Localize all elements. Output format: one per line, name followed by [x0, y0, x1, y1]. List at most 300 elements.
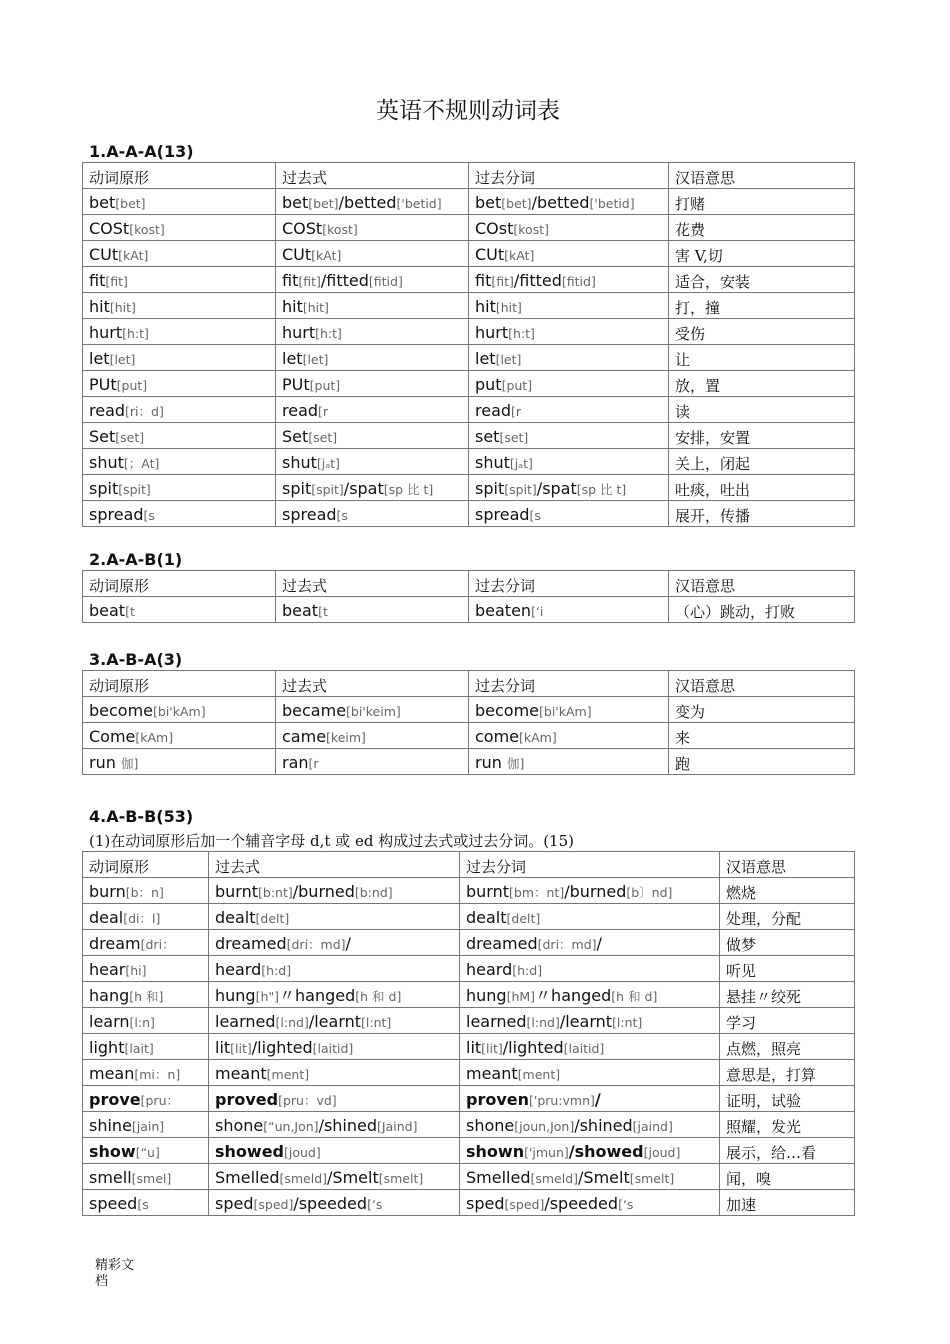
word: hung [215, 986, 256, 1005]
meaning-cell: 打，撞 [669, 293, 855, 319]
phonetic: [pru： [140, 1093, 179, 1108]
table-row [83, 982, 855, 1008]
word: PUt [89, 375, 117, 394]
base-form-cell [83, 423, 276, 449]
meaning-cell: 燃烧 [720, 878, 855, 904]
phonetic: [h"] [255, 989, 280, 1004]
word: /fitted [513, 271, 562, 290]
phonetic: [set] [308, 430, 338, 445]
word: COSt [89, 219, 130, 238]
phonetic: [jₐt] [509, 456, 533, 471]
word: deal [89, 908, 124, 927]
table-row [83, 189, 855, 215]
meaning-cell: 跑 [669, 749, 855, 775]
word: let [475, 349, 496, 368]
word: fit [475, 271, 492, 290]
base-form-cell [83, 597, 276, 623]
word: /burned [292, 882, 355, 901]
phonetic: [r [318, 404, 329, 419]
past-tense-cell [209, 1190, 460, 1216]
phonetic: [bi'keim] [346, 704, 401, 719]
phonetic: [let] [109, 352, 136, 367]
past-participle-cell [460, 1138, 720, 1164]
phonetic: [spit] [118, 482, 151, 497]
phonetic: [fit] [298, 274, 321, 289]
base-form-cell [83, 449, 276, 475]
past-participle-cell [460, 1190, 720, 1216]
word: CUt [89, 245, 119, 264]
word: shine [89, 1116, 132, 1135]
past-participle-cell [469, 749, 669, 775]
table-row [83, 1008, 855, 1034]
phonetic: [kost] [513, 222, 549, 237]
word: spit [475, 479, 505, 498]
phonetic: [b：n] [125, 885, 164, 900]
base-form-cell [83, 501, 276, 527]
phonetic: [keim] [326, 730, 366, 745]
word: shone [215, 1116, 264, 1135]
base-form-cell [83, 371, 276, 397]
phonetic: ['betid] [396, 196, 442, 211]
word: bet [475, 193, 502, 212]
phonetic: [sp 比 t] [383, 482, 434, 497]
past-tense-cell [209, 1086, 460, 1112]
word: set [475, 427, 500, 446]
table-row [83, 697, 855, 723]
word: COst [475, 219, 514, 238]
section-heading: 4.A-B-B(53) [89, 807, 194, 826]
word: Set [282, 427, 309, 446]
column-header: 动词原形 [83, 671, 276, 697]
word: /betted [531, 193, 590, 212]
phonetic: [hit] [302, 300, 329, 315]
meaning-cell: 受伤 [669, 319, 855, 345]
base-form-cell [83, 1008, 209, 1034]
phonetic: [kAm] [135, 730, 174, 745]
meaning-cell: 闻，嗅 [720, 1164, 855, 1190]
word: /spat [536, 479, 577, 498]
word: show [89, 1142, 136, 1161]
past-participle-cell [469, 697, 669, 723]
table-row [83, 1086, 855, 1112]
phonetic: [bi'kAm] [153, 704, 206, 719]
word: bet [282, 193, 309, 212]
word: came [282, 727, 327, 746]
word: spread [475, 505, 530, 524]
past-tense-cell [276, 371, 469, 397]
past-tense-cell [276, 189, 469, 215]
phonetic: [ment] [517, 1067, 561, 1082]
past-participle-cell [460, 878, 720, 904]
past-tense-cell [209, 956, 460, 982]
word: shut [475, 453, 510, 472]
meaning-cell: 花费 [669, 215, 855, 241]
word: showed [215, 1142, 284, 1161]
table-row [83, 449, 855, 475]
table-row [83, 749, 855, 775]
phonetic: [dri：md] [537, 937, 597, 952]
word: spit [89, 479, 119, 498]
word: heard [215, 960, 262, 979]
word: read [475, 401, 512, 420]
word: PUt [282, 375, 310, 394]
past-participle-cell [469, 189, 669, 215]
word: light [89, 1038, 125, 1057]
past-participle-cell [469, 397, 669, 423]
table-row [83, 241, 855, 267]
past-participle-cell [460, 1164, 720, 1190]
past-tense-cell [276, 749, 469, 775]
phonetic: 伽] [506, 756, 525, 771]
column-header: 汉语意思 [669, 671, 855, 697]
phonetic: [sp 比 t] [576, 482, 627, 497]
word: dealt [466, 908, 507, 927]
phonetic: [pru：vd] [278, 1093, 337, 1108]
phonetic: [fit] [105, 274, 128, 289]
word: spread [282, 505, 337, 524]
past-participle-cell [460, 904, 720, 930]
past-participle-cell [460, 930, 720, 956]
meaning-cell: 变为 [669, 697, 855, 723]
word: spit [282, 479, 312, 498]
phonetic: [hit] [495, 300, 522, 315]
word: hurt [89, 323, 123, 342]
column-header: 动词原形 [83, 571, 276, 597]
past-tense-cell [276, 423, 469, 449]
phonetic: [t [318, 604, 328, 619]
word: put [475, 375, 502, 394]
base-form-cell [83, 1138, 209, 1164]
verb-table-aab [82, 570, 855, 623]
word: dream [89, 934, 141, 953]
word: Come [89, 727, 136, 746]
phonetic: [jₐt] [316, 456, 340, 471]
phonetic: [jaind] [632, 1119, 673, 1134]
word: proved [215, 1090, 279, 1109]
section-heading: 2.A-A-B(1) [89, 550, 183, 569]
meaning-cell: 点燃，照亮 [720, 1034, 855, 1060]
word: hurt [475, 323, 509, 342]
word: speed [89, 1194, 138, 1213]
table-row [83, 345, 855, 371]
word: /burned [564, 882, 627, 901]
word: beat [282, 601, 319, 620]
word: /shined [318, 1116, 378, 1135]
phonetic: [l:nd] [526, 1015, 560, 1030]
word: / [594, 1090, 601, 1109]
phonetic: [ri：d] [125, 404, 164, 419]
past-participle-cell [469, 723, 669, 749]
meaning-cell: 害 V,切 [669, 241, 855, 267]
word: /spat [343, 479, 384, 498]
phonetic: [joun,Jon] [514, 1119, 575, 1134]
phonetic: [bm：nt] [509, 885, 565, 900]
word: sped [466, 1194, 505, 1213]
past-tense-cell [276, 397, 469, 423]
word: bet [89, 193, 116, 212]
phonetic: [；At] [123, 456, 160, 471]
word: hit [282, 297, 303, 316]
table-row [83, 501, 855, 527]
column-header: 过去分词 [460, 852, 720, 878]
phonetic: [dri： [140, 937, 175, 952]
base-form-cell [83, 1112, 209, 1138]
phonetic: [t [125, 604, 135, 619]
phonetic: [fit] [491, 274, 514, 289]
phonetic: [fitid] [561, 274, 596, 289]
word: fit [89, 271, 106, 290]
phonetic: [h:t] [122, 326, 149, 341]
base-form-cell [83, 241, 276, 267]
meaning-cell: 放，置 [669, 371, 855, 397]
base-form-cell [83, 345, 276, 371]
past-participle-cell [460, 1086, 720, 1112]
word: CUt [475, 245, 505, 264]
phonetic: [l:nd] [275, 1015, 309, 1030]
past-tense-cell [276, 267, 469, 293]
phonetic: [“un,Jon] [263, 1119, 319, 1134]
table-row [83, 293, 855, 319]
word: /shined [574, 1116, 633, 1135]
phonetic: [Jaind] [377, 1119, 418, 1134]
past-participle-cell [460, 1112, 720, 1138]
phonetic: [delt] [506, 911, 541, 926]
phonetic: [s [336, 508, 348, 523]
word: hurt [282, 323, 316, 342]
base-form-cell [83, 1190, 209, 1216]
word: / [345, 934, 351, 953]
phonetic: [h 和 d] [611, 989, 658, 1004]
word: burnt [466, 882, 510, 901]
past-tense-cell [276, 449, 469, 475]
word: dreamed [215, 934, 287, 953]
past-participle-cell [469, 319, 669, 345]
past-tense-cell [209, 1112, 460, 1138]
meaning-cell: 处理，分配 [720, 904, 855, 930]
phonetic: [put] [501, 378, 533, 393]
past-tense-cell [209, 982, 460, 1008]
word: /betted [338, 193, 397, 212]
word: run [475, 753, 507, 772]
phonetic: [lait] [124, 1041, 154, 1056]
table-row [83, 597, 855, 623]
phonetic: [sped] [504, 1197, 545, 1212]
phonetic: [‘s [367, 1197, 383, 1212]
phonetic: [l:n] [129, 1015, 155, 1030]
verb-table-abb [82, 851, 855, 1216]
past-participle-cell [460, 956, 720, 982]
table-row [83, 904, 855, 930]
past-participle-cell [469, 293, 669, 319]
verb-table-aba [82, 670, 855, 775]
phonetic: [hit] [109, 300, 136, 315]
base-form-cell [83, 1060, 209, 1086]
word: hang [89, 986, 130, 1005]
phonetic: [bet] [115, 196, 146, 211]
phonetic: [“u] [135, 1145, 160, 1160]
word: shone [466, 1116, 515, 1135]
base-form-cell [83, 723, 276, 749]
past-participle-cell [469, 597, 669, 623]
meaning-cell: 展示，给…看 [720, 1138, 855, 1164]
word: Set [89, 427, 116, 446]
meaning-cell: 读 [669, 397, 855, 423]
meaning-cell: 证明，试验 [720, 1086, 855, 1112]
column-header: 汉语意思 [720, 852, 855, 878]
section-heading: 3.A-B-A(3) [89, 650, 183, 669]
phonetic: [mi：n] [134, 1067, 181, 1082]
word: meant [466, 1064, 518, 1083]
past-tense-cell [209, 1138, 460, 1164]
section-heading: 1.A-A-A(13) [89, 142, 194, 161]
column-header: 汉语意思 [669, 571, 855, 597]
word: /lighted [502, 1038, 564, 1057]
table-row [83, 371, 855, 397]
phonetic: [kost] [129, 222, 165, 237]
word: CUt [282, 245, 312, 264]
phonetic: [r [308, 756, 319, 771]
word: hung [466, 986, 507, 1005]
word: burn [89, 882, 126, 901]
phonetic: [put] [309, 378, 341, 393]
word: beaten [475, 601, 532, 620]
table-row [83, 1190, 855, 1216]
phonetic: [kAt] [118, 248, 149, 263]
word: 〃hanged [535, 986, 612, 1005]
phonetic: ['betid] [589, 196, 635, 211]
table-row [83, 1164, 855, 1190]
phonetic: [let] [495, 352, 522, 367]
word: became [282, 701, 347, 720]
meaning-cell: 学习 [720, 1008, 855, 1034]
phonetic: [s [143, 508, 155, 523]
phonetic: [set] [499, 430, 529, 445]
past-tense-cell [276, 215, 469, 241]
phonetic: ['pru:vmn] [529, 1093, 595, 1108]
phonetic: [dri：md] [286, 937, 346, 952]
page-title: 英语不规则动词表 [376, 98, 560, 124]
phonetic: [jain] [131, 1119, 165, 1134]
base-form-cell [83, 697, 276, 723]
word: mean [89, 1064, 135, 1083]
word: learn [89, 1012, 130, 1031]
past-tense-cell [276, 345, 469, 371]
phonetic: [di：l] [123, 911, 161, 926]
word: dreamed [466, 934, 538, 953]
table-row [83, 1138, 855, 1164]
word: learned [466, 1012, 527, 1031]
base-form-cell [83, 189, 276, 215]
base-form-cell [83, 878, 209, 904]
word: /Smelt [327, 1168, 379, 1187]
table-row [83, 475, 855, 501]
phonetic: [h:d] [261, 963, 292, 978]
column-header: 动词原形 [83, 163, 276, 189]
base-form-cell [83, 956, 209, 982]
base-form-cell [83, 319, 276, 345]
table-row [83, 930, 855, 956]
column-header: 过去式 [276, 671, 469, 697]
phonetic: [bet] [501, 196, 532, 211]
word: /fitted [320, 271, 369, 290]
word: /showed [568, 1142, 644, 1161]
phonetic: [spit] [311, 482, 344, 497]
past-participle-cell [460, 1034, 720, 1060]
phonetic: [h:d] [512, 963, 543, 978]
phonetic: [joud] [284, 1145, 321, 1160]
phonetic: [b〕nd] [626, 885, 673, 900]
past-participle-cell [469, 371, 669, 397]
word: shut [282, 453, 317, 472]
base-form-cell [83, 1086, 209, 1112]
word: smell [89, 1168, 132, 1187]
phonetic: [bet] [308, 196, 339, 211]
phonetic: [smelt] [378, 1171, 424, 1186]
past-tense-cell [276, 723, 469, 749]
phonetic: [spit] [504, 482, 537, 497]
word: run [89, 753, 121, 772]
meaning-cell: 来 [669, 723, 855, 749]
past-tense-cell [209, 904, 460, 930]
past-participle-cell [460, 982, 720, 1008]
base-form-cell [83, 397, 276, 423]
word: proven [466, 1090, 530, 1109]
word: /learnt [559, 1012, 613, 1031]
word: let [282, 349, 303, 368]
phonetic: [l:nt] [361, 1015, 392, 1030]
phonetic: [put] [116, 378, 148, 393]
table-row [83, 878, 855, 904]
past-tense-cell [276, 597, 469, 623]
verb-table-aaa [82, 162, 855, 527]
past-participle-cell [469, 345, 669, 371]
table-row [83, 1034, 855, 1060]
past-participle-cell [469, 423, 669, 449]
word: Smelled [466, 1168, 531, 1187]
column-header: 过去分词 [469, 571, 669, 597]
phonetic: ['jmun] [524, 1145, 569, 1160]
phonetic: [set] [115, 430, 145, 445]
phonetic: [laitid] [563, 1041, 605, 1056]
past-tense-cell [209, 1008, 460, 1034]
column-header: 过去式 [276, 571, 469, 597]
header-row [83, 671, 855, 697]
word: become [89, 701, 154, 720]
base-form-cell [83, 982, 209, 1008]
word: beat [89, 601, 126, 620]
phonetic: [bi'kAm] [539, 704, 592, 719]
base-form-cell [83, 749, 276, 775]
past-tense-cell [276, 241, 469, 267]
phonetic: [delt] [255, 911, 290, 926]
phonetic: [smelt] [629, 1171, 675, 1186]
phonetic: [hi] [125, 963, 147, 978]
word: COSt [282, 219, 323, 238]
word: /speeded [293, 1194, 368, 1213]
phonetic: [joud] [643, 1145, 681, 1160]
word: meant [215, 1064, 267, 1083]
past-tense-cell [209, 1164, 460, 1190]
phonetic: [ment] [266, 1067, 310, 1082]
base-form-cell [83, 215, 276, 241]
word: 〃hanged [279, 986, 356, 1005]
phonetic: [‘i [531, 604, 544, 619]
meaning-cell: 让 [669, 345, 855, 371]
meaning-cell: 悬挂〃绞死 [720, 982, 855, 1008]
word: lit [215, 1038, 231, 1057]
past-participle-cell [469, 241, 669, 267]
word: /lighted [251, 1038, 313, 1057]
